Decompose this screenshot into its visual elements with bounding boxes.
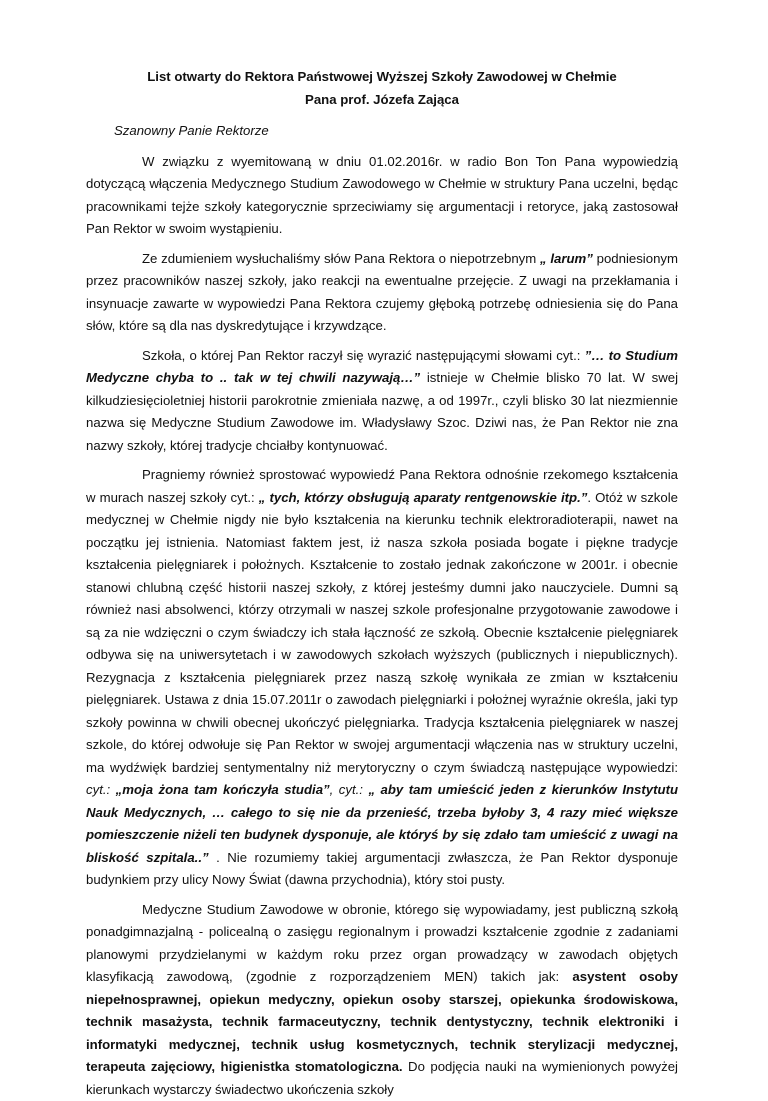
salutation: Szanowny Panie Rektorze	[114, 120, 678, 143]
paragraph-2-text-b: podniesionym przez pracowników naszej szkoły, jako reakcji na ewentualne przejęcie. Z uwagi na przekłamania i insynuacje zawarte w wypowiedzi Pana Rektora czujemy głęboką potrzebę odniesienia się do Pana słów, które są dla nas dyskredytujące i krzywdzące.	[86, 251, 678, 334]
paragraph-4-quote-3: „ aby tam umieścić jeden z kierunków Instytutu Nauk Medycznych, … całego to się nie da przenieść, trzeba byłoby 3, 4 razy mieć większe pomieszczenie niżeli ten budynek dysponuje, ale któryś by się zdało tam umieścić z uwagi na bliskość szpitala..”	[86, 782, 678, 865]
paragraph-4-cyt-2: cyt.:	[339, 782, 369, 797]
paragraph-2	[86, 248, 678, 338]
paragraph-1	[86, 151, 678, 241]
paragraph-5-profession-list: asystent osoby niepełnosprawnej, opiekun medyczny, opiekun osoby starszej, opiekunka środowiskowa, technik masażysta, technik farmaceutyczny, technik dentystyczny, technik elektroniki i informatyki medycznej, technik usług kosmetycznych, technik sterylizacji medycznej, terapeuta zajęciowy, higienistka stomatologiczna.	[86, 969, 678, 1074]
paragraph-4	[86, 464, 678, 892]
paragraph-4-quote-2: „moja żona tam kończyła studia”	[116, 782, 330, 797]
paragraph-5-text-a: Medyczne Studium Zawodowe w obronie, którego się wypowiadamy, jest publiczną szkołą ponadgimnazjalną - policealną o zasięgu regionalnym i prowadzi kształcenie zgodnie z zadaniami planowymi przydzielanymi w każdym roku przez organ prowadzący w zawodach objętych klasyfikacją zawodową, (zgodnie z rozporządzeniem MEN) takich jak:	[86, 902, 678, 985]
paragraph-4-cyt-1: cyt.:	[86, 782, 116, 797]
paragraph-3	[86, 345, 678, 458]
paragraph-5-text-b: Do podjęcia nauki na wymienionych powyżej kierunkach wystarczy świadectwo ukończenia szkoły	[86, 1059, 678, 1097]
paragraph-3-text-a: Szkoła, o której Pan Rektor raczył się wyrazić następującymi słowami cyt.:	[142, 348, 585, 363]
paragraph-1-text: W związku z wyemitowaną w dniu 01.02.2016r. w radio Bon Ton Pana wypowiedzią dotyczącą włączenia Medycznego Studium Zawodowego w Chełmie w struktury Pana uczelni, będąc pracownikami tejże szkoły kategorycznie sprzeciwiamy się argumentacji i retoryce, jaką zastosował Pan Rektor w swoim wystąpieniu.	[86, 154, 678, 237]
letter-title-line-2: Pana prof. Józefa Zająca	[86, 89, 678, 112]
paragraph-4-separator: ,	[330, 782, 339, 797]
paragraph-4-text-b: . Otóż w szkole medycznej w Chełmie nigdy nie było kształcenia na kierunku technik elektroradioterapii, nawet na początku jej istnienia. Natomiast faktem jest, iż nasza szkoła posiada bogate i piękne tradycje kształcenia pielęgniarek i położnych. Kształcenie to zostało jednak zakończone w 2001r. i obecnie stanowi chlubną część historii naszej szkoły, z której jesteśmy dumni jako nauczyciele. Dumni są również nasi absolwenci, którzy otrzymali w naszej szkole profesjonalne przygotowanie zawodowe i są za nie wdzięczni o czym świadczy ich stała łączność ze szkołą. Obecnie kształcenie pielęgniarek odbywa się na uniwersytetach i w zawodowych szkołach wyższych (publicznych i niepublicznych). Rezygnacja z kształcenia pielęgniarek przez naszą szkołę wynikała ze zmian w kształceniu pielęgniarek. Ustawa z dnia 15.07.2011r o zawodach pielęgniarki i położnej wyraźnie określa, jaki typ szkoły powinna w chwili obecnej ukończyć pielęgniarka. Tradycja kształcenia pielęgniarek w naszej szkole, do której odwołuje się Pan Rektor w swojej argumentacji włączenia nas w struktury uczelni, ma wydźwięk bardziej sentymentalny niż merytoryczny o czym świadczą następujące wypowiedzi:	[86, 490, 678, 775]
letter-title-line-1: List otwarty do Rektora Państwowej Wyższej Szkoły Zawodowej w Chełmie	[86, 66, 678, 89]
paragraph-3-quote: ”… to Studium Medyczne chyba to .. tak w tej chwili nazywają…”	[86, 348, 678, 386]
paragraph-4-text-c: . Nie rozumiemy takiej argumentacji zwłaszcza, że Pan Rektor dysponuje budynkiem przy ulicy Nowy Świat (dawna przychodnia), który stoi pusty.	[86, 850, 678, 888]
paragraph-2-text-a: Ze zdumieniem wysłuchaliśmy słów Pana Rektora o niepotrzebnym	[142, 251, 540, 266]
paragraph-2-quote: „ larum”	[540, 251, 593, 266]
paragraph-4-text-a: Pragniemy również sprostować wypowiedź Pana Rektora odnośnie rzekomego kształcenia w murach naszej szkoły cyt.:	[86, 467, 678, 505]
paragraph-5	[86, 899, 678, 1101]
paragraph-3-text-b: istnieje w Chełmie blisko 70 lat. W swej kilkudziesięcioletniej historii parokrotnie zmieniała nazwę, a od 1997r., czyli blisko 30 lat niezmiennie nazwa się Medyczne Studium Zawodowe im. Władysławy Szoc. Dziwi nas, że Pan Rektor nie zna nazwy szkoły, której tradycje chciałby kontynuować.	[86, 370, 678, 453]
paragraph-4-quote-1: „ tych, którzy obsługują aparaty rentgenowskie itp.”	[259, 490, 588, 505]
